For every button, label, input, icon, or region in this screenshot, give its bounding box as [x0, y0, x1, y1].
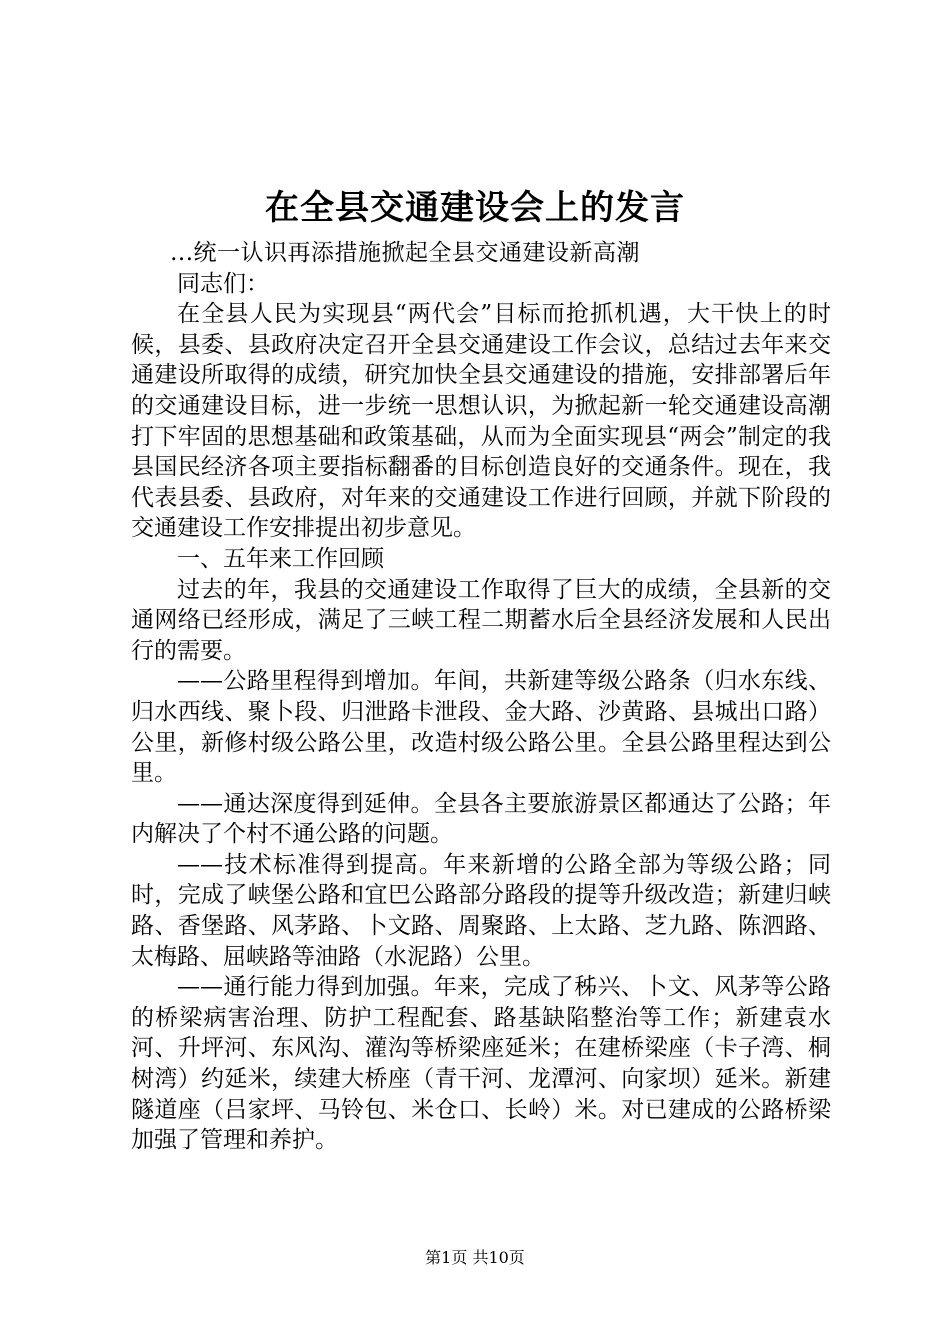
body-paragraph: ——通行能力得到加强。年来，完成了秭兴、卜文、风茅等公路的桥梁病害治理、防护工程配套、路基缺陷整治等工作；新建袁水河、升坪河、东风沟、灌沟等桥梁座延米；在建桥梁座（卡子湾、桐树湾）约延米，续建大桥座（青干河、龙潭河、向家坝）延米。新建隧道座（吕家坪、马铃包、米仓口、长岭）米。对已建成的公路桥梁加强了管理和养护。	[131, 974, 831, 1154]
body-paragraph: 过去的年，我县的交通建设工作取得了巨大的成绩，全县新的交通网络已经形成，满足了三峡工程二期蓄水后全县经济发展和人民出行的需要。	[131, 576, 831, 664]
body-paragraph: ——技术标准得到提高。年来新增的公路全部为等级公路；同时，完成了峡堡公路和宜巴公路部分路段的提等升级改造；新建归峡路、香堡路、风茅路、卜文路、周聚路、上太路、芝九路、陈泗路、太梅路、屈峡路等油路（水泥路）公里。	[131, 851, 831, 970]
section-heading: 一、五年来工作回顾	[177, 545, 384, 572]
body-paragraph: ——公路里程得到增加。年间，共新建等级公路条（归水东线、归水西线、聚卜段、归泄路卡泄段、金大路、沙黄路、县城出口路）公里，新修村级公路公里，改造村级公路公里。全县公路里程达到公里。	[131, 668, 831, 787]
body-paragraph: ——通达深度得到延伸。全县各主要旅游景区都通达了公路；年内解决了个村不通公路的问题。	[131, 790, 831, 848]
document-subtitle: ...统一认识再添措施掀起全县交通建设新高潮	[170, 240, 641, 266]
body-paragraph: 在全县人民为实现县“两代会”目标而抢抓机遇，大干快上的时候，县委、县政府决定召开全县交通建设工作会议，总结过去年来交通建设所取得的成绩，研究加快全县交通建设的措施，安排部署后年的交通建设目标，进一步统一思想认识，为掀起新一轮交通建设高潮打下牢固的思想基础和政策基础，从而为全面实现县“两会”制定的我县国民经济各项主要指标翻番的目标创造良好的交通条件。现在，我代表县委、县政府，对年来的交通建设工作进行回顾，并就下阶段的交通建设工作安排提出初步意见。	[131, 301, 831, 542]
salutation: 同志们：	[177, 270, 269, 297]
page-number: 第1页 共10页	[425, 1248, 525, 1267]
document-title: 在全县交通建设会上的发言	[265, 188, 685, 228]
document-body	[131, 238, 831, 1156]
